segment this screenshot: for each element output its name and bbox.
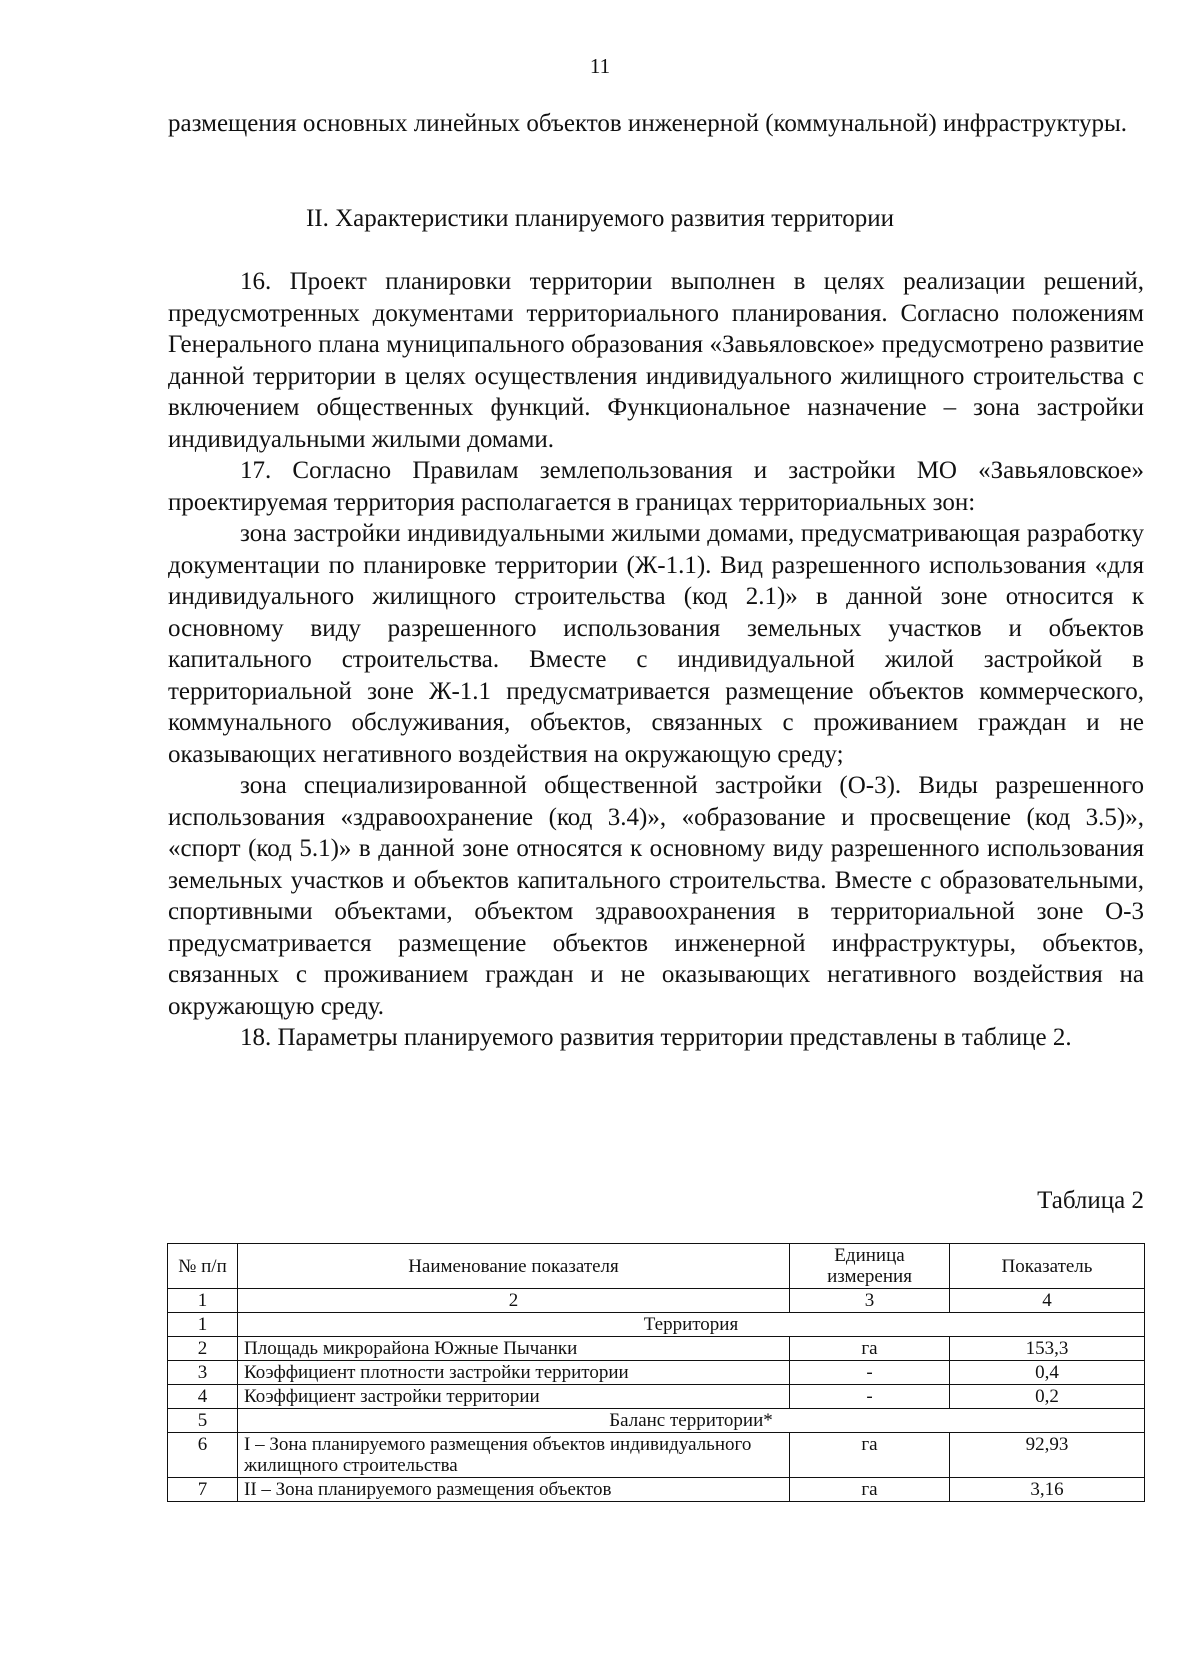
row-num: 2: [168, 1337, 238, 1361]
row-name: I – Зона планируемого размещения объектов индивидуального жилищного строительства: [238, 1433, 790, 1478]
header-num: № п/п: [168, 1244, 238, 1289]
row-unit: га: [790, 1337, 950, 1361]
table-row: [168, 1313, 1145, 1337]
row-unit: -: [790, 1361, 950, 1385]
intro-paragraph: [168, 108, 1144, 140]
table-row: [168, 1361, 1145, 1385]
table-row: [168, 1385, 1145, 1409]
col-number-2: 2: [238, 1289, 790, 1313]
paragraph-zone-zh: зона застройки индивидуальными жилыми домами, предусматривающая разработку документации по планировке территории (Ж-1.1). Вид разрешенного использования «для индивидуального жилищного строительства (код 2.1)» в данной зоне относится к основному виду разрешенного использования земельных участков и объектов капитального строительства. Вместе с индивидуальной жилой застройкой в территориальной зоне Ж-1.1 предусматривается размещение объектов коммерческого, коммунального обслуживания, объектов, связанных с проживанием граждан и не оказывающих негативного воздействия на окружающую среду;: [168, 520, 1144, 768]
section-title: Территория: [238, 1313, 1145, 1337]
row-value: 0,4: [950, 1361, 1145, 1385]
header-unit: Единица измерения: [790, 1244, 950, 1289]
row-name: Коэффициент застройки территории: [238, 1385, 790, 1409]
row-num: 6: [168, 1433, 238, 1478]
row-value: 3,16: [950, 1478, 1145, 1502]
table-row: [168, 1337, 1145, 1361]
row-num: 1: [168, 1313, 238, 1337]
table-header-row: [168, 1244, 1145, 1289]
row-num: 5: [168, 1409, 238, 1433]
table-row: [168, 1478, 1145, 1502]
paragraph-zone-o3: зона специализированной общественной застройки (О-3). Виды разрешенного использования «здравоохранение (код 3.4)», «образование и просвещение (код 3.5)», «спорт (код 5.1)» в данной зоне относятся к основному виду разрешенного использования земельных участков и объектов капитального строительства. Вместе с образовательными, спортивными объектами, объектом здравоохранения в территориальной зоне О-3 предусматривается размещение объектов инженерной инфраструктуры, объектов, связанных с проживанием граждан и не оказывающих негативного воздействия на окружающую среду.: [168, 772, 1144, 1020]
row-name: II – Зона планируемого размещения объектов: [238, 1478, 790, 1502]
paragraph-17: 17. Согласно Правилам землепользования и застройки МО «Завьяловское» проектируемая территория располагается в границах территориальных зон:: [168, 457, 1144, 516]
row-unit: га: [790, 1478, 950, 1502]
paragraph-16: 16. Проект планировки территории выполнен в целях реализации решений, предусмотренных документами территориального планирования. Согласно положениям Генерального плана муниципального образования «Завьяловское» предусмотрено развитие данной территории в целях осуществления индивидуального жилищного строительства с включением общественных функций. Функциональное назначение – зона застройки индивидуальными жилыми домами.: [168, 268, 1144, 453]
table-caption: Таблица 2: [1037, 1187, 1144, 1214]
row-unit: га: [790, 1433, 950, 1478]
col-number-1: 1: [168, 1289, 238, 1313]
row-name: Площадь микрорайона Южные Пычанки: [238, 1337, 790, 1361]
table-row: [168, 1409, 1145, 1433]
row-num: 4: [168, 1385, 238, 1409]
paragraph-18: 18. Параметры планируемого развития территории представлены в таблице 2.: [240, 1024, 1072, 1051]
header-name: Наименование показателя: [238, 1244, 790, 1289]
row-value: 153,3: [950, 1337, 1145, 1361]
main-text: [168, 266, 1144, 1054]
row-num: 7: [168, 1478, 238, 1502]
row-value: 92,93: [950, 1433, 1145, 1478]
section-heading: II. Характеристики планируемого развития территории: [305, 205, 895, 232]
page-number: 11: [589, 54, 611, 78]
col-number-3: 3: [790, 1289, 950, 1313]
intro-paragraph-text: размещения основных линейных объектов инженерной (коммунальной) инфраструктуры.: [168, 110, 1127, 137]
header-value: Показатель: [950, 1244, 1145, 1289]
indicators-table: [167, 1243, 1145, 1502]
row-num: 3: [168, 1361, 238, 1385]
row-name: Коэффициент плотности застройки территории: [238, 1361, 790, 1385]
row-unit: -: [790, 1385, 950, 1409]
row-value: 0,2: [950, 1385, 1145, 1409]
column-number-row: [168, 1289, 1145, 1313]
section-title: Баланс территории*: [238, 1409, 1145, 1433]
col-number-4: 4: [950, 1289, 1145, 1313]
table-row: [168, 1433, 1145, 1478]
